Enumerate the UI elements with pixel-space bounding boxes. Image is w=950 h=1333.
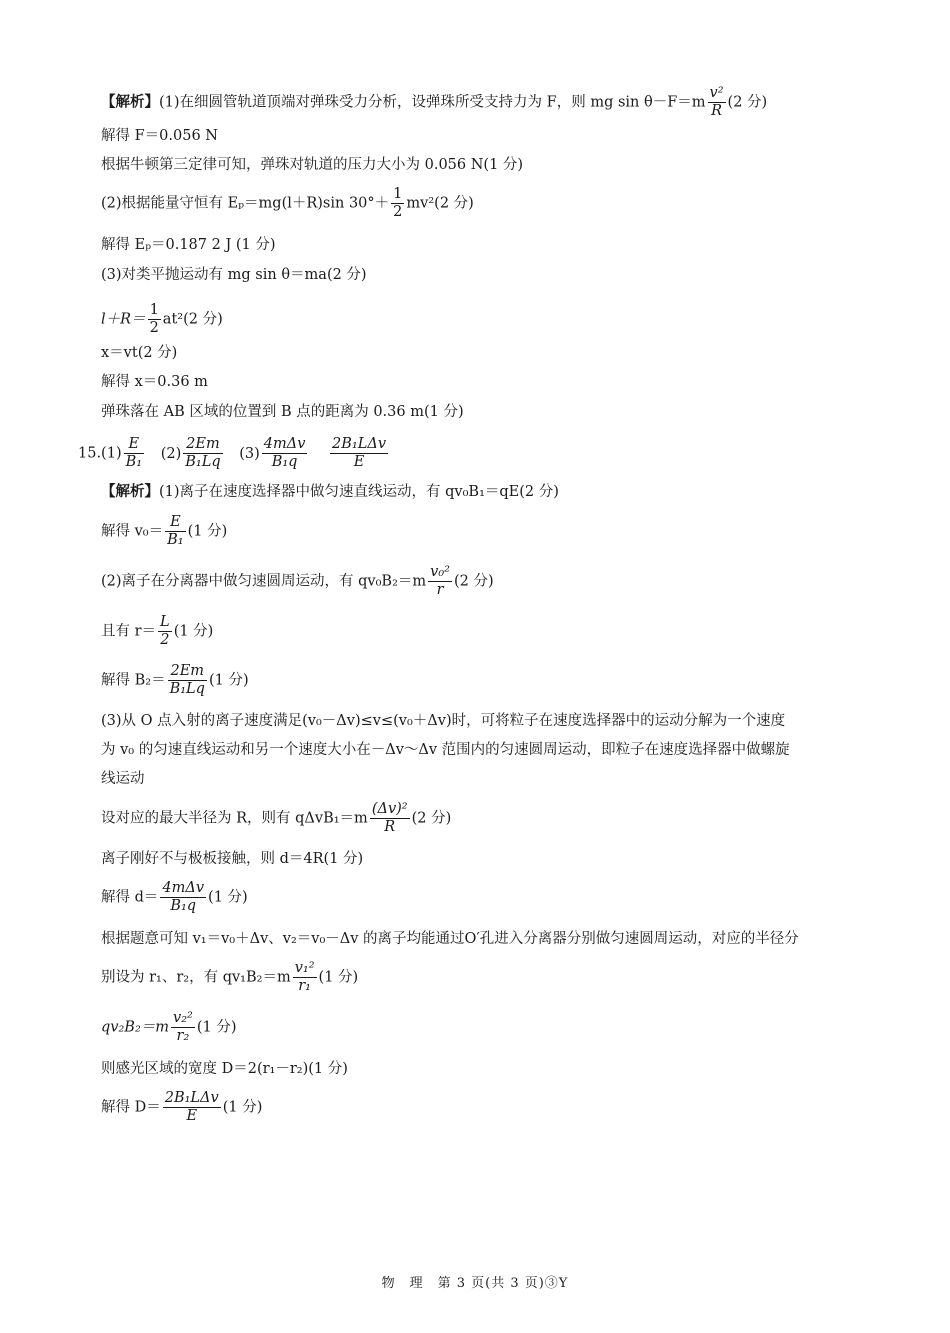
fraction xyxy=(148,302,161,337)
eq-text: (2)离子在分离器中做匀速圆周运动，有 qv₀B₂＝m xyxy=(101,573,427,590)
fraction-denominator: 2 xyxy=(149,320,159,336)
fraction xyxy=(370,801,410,836)
eq-text: 解得 v₀＝ xyxy=(101,523,164,540)
score-note: (2 分) xyxy=(727,94,768,111)
score-note: (1 分) xyxy=(222,1099,263,1116)
eq-text: (2)根据能量守恒有 Eₚ＝mg(l＋R)sin 30°＋ xyxy=(101,195,390,212)
p14-line-4 xyxy=(101,186,474,221)
fraction-numerator: 1 xyxy=(393,186,403,202)
p15-line-14 xyxy=(101,1090,262,1125)
fraction-denominator: B₁ xyxy=(125,454,143,470)
fraction xyxy=(428,564,452,599)
fraction xyxy=(165,514,185,549)
eq-text: 解得 d＝ xyxy=(101,889,159,906)
p14-l1-text: (1)在细圆管轨道顶端对弹珠受力分析，设弹珠所受支持力为 F，则 mg sin θ－F＝m xyxy=(159,94,706,111)
fraction-numerator: 2Em xyxy=(168,663,207,681)
p15-line-6a: (3)从 O 点入射的离子速度满足(v₀－Δv)≤v≤(v₀＋Δv)时，可将粒子在速度选择器中的运动分解为一个速度 xyxy=(101,713,786,729)
fraction-numerator: v₂² xyxy=(173,1010,193,1026)
score-note: (1 分) xyxy=(208,889,248,906)
fraction-denominator: B₁q xyxy=(271,454,298,470)
p15-line-3 xyxy=(101,564,494,599)
fraction-numerator: 2B₁LΔv xyxy=(164,1090,219,1106)
p14-line-8: x＝vt(2 分) xyxy=(101,345,178,361)
fraction-numerator: v₁² xyxy=(294,960,315,976)
score-note: (1 分) xyxy=(196,1019,237,1036)
fraction-denominator: R xyxy=(384,819,396,835)
analysis-tag: 【解析】 xyxy=(101,93,159,111)
eq-text: at²(2 分) xyxy=(162,311,223,328)
fraction xyxy=(158,614,172,649)
score-note: (2 分) xyxy=(453,573,494,590)
p14-line-5: 解得 Eₚ＝0.187 2 J (1 分) xyxy=(101,237,276,253)
score-note: (1 分) xyxy=(318,969,359,986)
fraction-numerator: v² xyxy=(709,85,724,101)
fraction-denominator: r xyxy=(436,582,444,598)
p15-line-12 xyxy=(101,1010,237,1045)
eq-text: 解得 B₂＝ xyxy=(101,672,166,689)
fraction xyxy=(262,436,308,471)
analysis-tag: 【解析】 xyxy=(101,483,159,500)
fraction-numerator: 2B₁LΔv xyxy=(332,436,387,452)
p14-line-7 xyxy=(101,302,223,337)
p15-answer xyxy=(78,436,390,471)
fraction-numerator: v₀² xyxy=(430,564,450,580)
fraction-denominator: 2 xyxy=(393,204,403,220)
p15-line-1 xyxy=(101,481,559,503)
eq-text: (1)离子在速度选择器中做匀速直线运动，有 qv₀B₁＝qE(2 分) xyxy=(159,484,559,500)
eq-text: qv₂B₂＝m xyxy=(101,1019,170,1036)
fraction-denominator: R xyxy=(711,103,722,119)
p14-line-2: 解得 F＝0.056 N xyxy=(101,128,218,144)
fraction-denominator: B₁Lq xyxy=(185,454,221,470)
p15-line-4 xyxy=(101,614,213,649)
score-note: (2 分) xyxy=(411,810,452,827)
eq-text: 设对应的最大半径为 R，则有 qΔvB₁＝m xyxy=(101,810,368,827)
fraction-numerator: (Δv)² xyxy=(371,801,408,817)
fraction-numerator: L xyxy=(160,614,170,630)
fraction xyxy=(124,436,144,471)
eq-text: 别设为 r₁、r₂，有 qv₁B₂＝m xyxy=(101,969,291,986)
fraction xyxy=(163,1090,221,1125)
p14-line-10: 弹珠落在 AB 区域的位置到 B 点的距离为 0.36 m(1 分) xyxy=(101,404,464,420)
p14-line-1 xyxy=(101,85,767,120)
fraction-denominator: 2 xyxy=(160,632,170,648)
fraction-numerator: 2Em xyxy=(183,436,222,454)
eq-text: l＋R＝ xyxy=(101,311,146,328)
score-note: (1 分) xyxy=(173,623,214,640)
page-footer: 物 理 第 3 页(共 3 页)③Y xyxy=(381,1276,569,1291)
fraction xyxy=(391,186,404,221)
p15-line-5 xyxy=(101,663,249,698)
p14-line-3: 根据牛顿第三定律可知，弹珠对轨道的压力大小为 0.056 N(1 分) xyxy=(101,157,524,173)
p14-line-9: 解得 x＝0.36 m xyxy=(101,374,208,390)
fraction-numerator: E xyxy=(165,514,185,532)
fraction xyxy=(171,1010,195,1045)
fraction xyxy=(708,85,726,120)
fraction-denominator: E xyxy=(186,1108,198,1124)
answer-label: 15.(1) xyxy=(78,445,122,462)
fraction-denominator: r₂ xyxy=(176,1028,190,1044)
fraction-numerator: E xyxy=(124,436,144,454)
p15-line-9 xyxy=(101,880,248,915)
fraction xyxy=(168,663,207,698)
fraction-denominator: E xyxy=(353,454,365,470)
score-note: (1 分) xyxy=(187,523,228,540)
fraction xyxy=(330,436,388,471)
fraction-denominator: r₁ xyxy=(298,978,311,994)
p15-line-10: 根据题意可知 v₁＝v₀＋Δv、v₂＝v₀－Δv 的离子均能通过O′孔进入分离器分别做匀速圆周运动，对应的半径分 xyxy=(101,931,799,947)
p15-line-13: 则感光区域的宽度 D＝2(r₁－r₂)(1 分) xyxy=(101,1061,348,1077)
fraction xyxy=(183,436,222,471)
p15-line-6b: 为 v₀ 的匀速直线运动和另一个速度大小在－Δv～Δv 范围内的匀速圆周运动，即粒子在速度选择器中做螺旋 xyxy=(101,742,790,758)
p15-line-8: 离子刚好不与极板接触，则 d＝4R(1 分) xyxy=(101,851,364,867)
eq-text: 且有 r＝ xyxy=(101,623,157,640)
p15-line-11 xyxy=(101,960,358,995)
answer-label: (3) xyxy=(239,445,260,462)
score-note: (1 分) xyxy=(208,672,249,689)
p15-line-6c: 线运动 xyxy=(101,771,145,787)
eq-text: 解得 D＝ xyxy=(101,1099,161,1116)
fraction xyxy=(293,960,317,995)
p15-line-2 xyxy=(101,514,227,549)
fraction-numerator: 1 xyxy=(149,302,159,318)
fraction-numerator: 4mΔv xyxy=(162,880,205,896)
p15-line-7 xyxy=(101,801,451,836)
fraction xyxy=(160,880,206,915)
p14-line-6: (3)对类平抛运动有 mg sin θ＝ma(2 分) xyxy=(101,267,367,283)
fraction-denominator: B₁q xyxy=(170,898,197,914)
eq-text: mv²(2 分) xyxy=(406,195,474,212)
fraction-numerator: 4mΔv xyxy=(263,436,306,452)
answer-label: (2) xyxy=(160,445,182,462)
fraction-denominator: B₁ xyxy=(167,532,184,548)
fraction-denominator: B₁Lq xyxy=(169,681,205,697)
